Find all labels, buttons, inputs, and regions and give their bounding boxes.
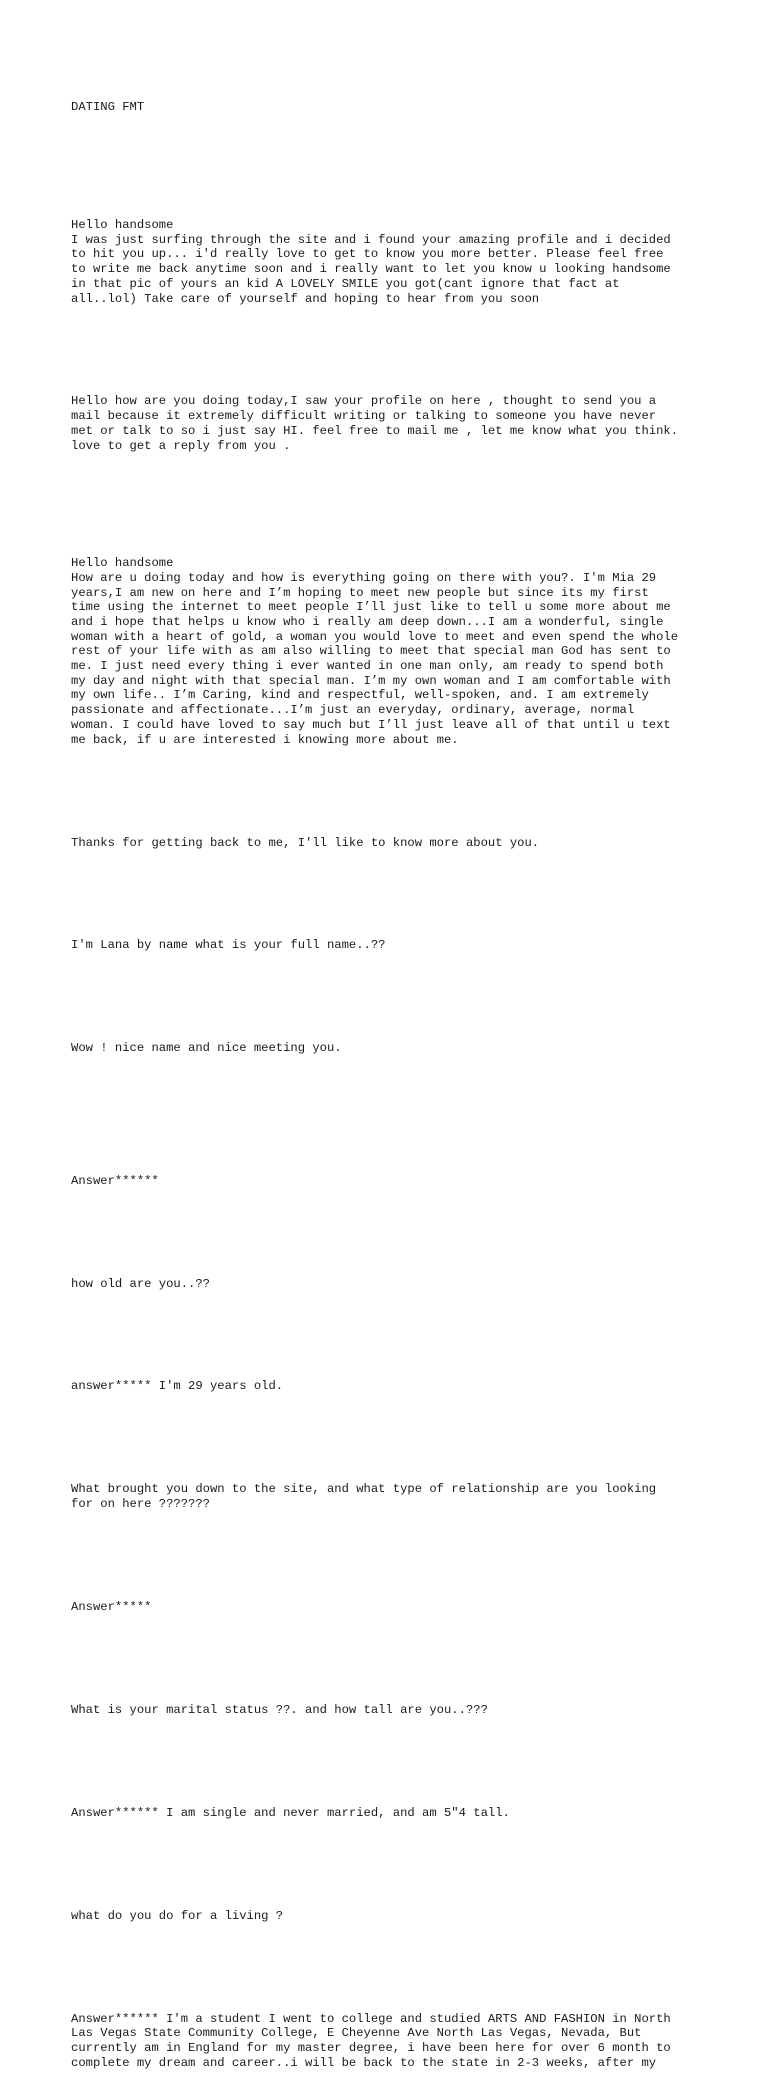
message-paragraph: Thanks for getting back to me, I'll like to know more about you. [71, 835, 540, 850]
document-title: DATING FMT [71, 100, 145, 115]
message-paragraph: Hello handsome How are u doing today and how is everything going on there with you?. I'm Mia 29 years,I am new on here and I’m hoping to meet new people but since its my first time using the internet to meet people I’ll just like to tell u some more about me and i hope that helps u know who i really am deep down...I am a wonderful, single woman with a heart of gold, a woman you would love to meet and even spend the whole rest of your life with as am also willing to meet that special man God has sent to me. I just need every thing i ever wanted in one man only, am ready to spend both my day and night with that special man. I’m my own woman and I am comfortable with my own life.. I’m Caring, kind and respectful, well-spoken, and. I am extremely passionate and affectionate...I’m just an everyday, ordinary, average, normal woman. I could have loved to say much but I’ll just leave all of that until u text me back, if u are interested i knowing more about me. [71, 556, 679, 747]
spacer [71, 880, 711, 895]
answer-line: Answer****** I am single and never married, and am 5"4 tall. [71, 1805, 510, 1820]
answer-line: Answer***** [71, 1599, 152, 1614]
spacer [71, 1424, 711, 1439]
message-paragraph: Hello how are you doing today,I saw your profile on here , thought to send you a mail because it extremely difficult writing or talking to someone you have never met or talk to so i just say HI. feel free to mail me , let me know what you think. love to get a reply from you . [71, 394, 679, 453]
answer-line: Answer****** [71, 1173, 159, 1188]
spacer [71, 1747, 711, 1762]
spacer [71, 145, 711, 174]
question-line: what do you do for a living ? [71, 1908, 284, 1923]
question-line: What is your marital status ??. and how tall are you..??? [71, 1702, 488, 1717]
spacer [71, 1085, 711, 1129]
spacer [71, 336, 711, 351]
message-paragraph: I'm Lana by name what is your full name..?? [71, 938, 386, 953]
spacer [71, 1541, 711, 1556]
spacer [71, 483, 711, 512]
spacer [71, 1218, 711, 1233]
question-line: how old are you..?? [71, 1276, 210, 1291]
spacer [71, 1644, 711, 1659]
spacer [71, 1850, 711, 1865]
answer-line: answer***** I'm 29 years old. [71, 1379, 284, 1394]
spacer [71, 1321, 711, 1336]
answer-line: Answer****** I'm a student I went to college and studied ARTS AND FASHION in North Las Vegas State Community College, E Cheyenne Ave North Las Vegas, Nevada, But currently am in England for my master degree, i have been here for over 6 month to complete my dream and career..i will be back to the state in 2-3 weeks, after my [71, 2011, 671, 2070]
spacer [71, 777, 711, 792]
document-body [71, 71, 711, 2100]
spacer [71, 1953, 711, 1968]
question-line: What brought you down to the site, and what type of relationship are you looking for on here ??????? [71, 1482, 657, 1512]
message-paragraph: Wow ! nice name and nice meeting you. [71, 1041, 342, 1056]
spacer [71, 983, 711, 998]
message-paragraph: Hello handsome I was just surfing through the site and i found your amazing profile and i decided to hit you up... i'd really love to get to know you more better. Please feel free to write me back anytime soon and i really want to let you know u looking handsome in that pic of yours an kid A LOVELY SMILE you got(cant ignore that fact at all..lol) Take care of yourself and hoping to hear from you soon [71, 218, 671, 306]
